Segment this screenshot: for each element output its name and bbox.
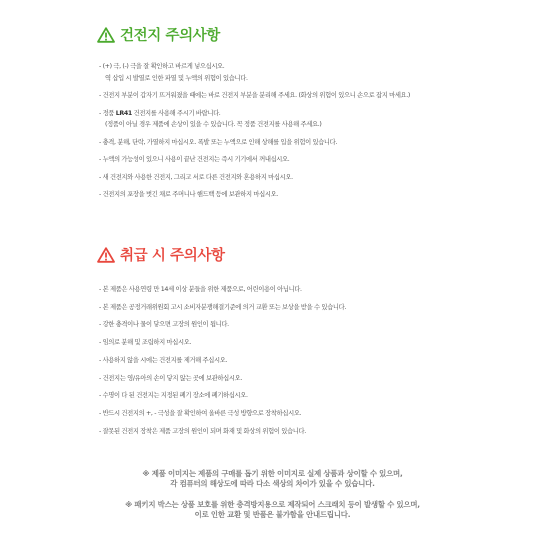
list-item: - 충격, 분해, 단락, 가열하지 마십시오. 폭발 또는 누액으로 인해 상해를 입을 위험이 있습니다.: [99, 138, 338, 146]
list-item: - 정품 LR41 건전지를 사용해 주시기 바랍니다.: [99, 109, 221, 117]
list-item: - 새 건전지와 사용한 건전지, 그리고 서로 다른 건전지와 혼용하지 마십시오.: [99, 173, 293, 181]
battery-model-label: LR41: [115, 109, 132, 117]
list-item: - (+) 극, (-) 극을 잘 확인하고 바르게 넣으십시오.: [99, 63, 225, 70]
list-item: - 임의로 분해 및 조립하지 마십시오.: [99, 339, 192, 347]
warning-triangle-icon: [97, 27, 115, 43]
battery-warning-heading: [97, 24, 220, 45]
list-item: - 건전지 부분이 갑자기 뜨거워졌을 때에는 바로 건전지 부분을 분리해 주세요. (화상의 위험이 있으니 손으로 잡지 마세요.): [99, 92, 411, 100]
list-item: - 건전지의 포장을 벗긴 채로 주머니나 핸드백 등에 보관하지 마십시오.: [99, 191, 278, 199]
image-notice: ※ 제품 이미지는 제품의 구매를 돕기 위한 이미지로 실제 상품과 상이할 수 있으며, 각 컴퓨터의 해상도에 따라 다소 색상의 차이가 있을 수 있습니다.: [142, 469, 403, 489]
list-item: - 본 제품은 사용연령 만 14세 이상 분들을 위한 제품으로, 어린이용이 아닙니다.: [99, 286, 302, 293]
list-item: - 본 제품은 공정거래위원회 고시 소비자분쟁해결기준에 의거 교환 또는 보상을 받을 수 있습니다.: [99, 303, 346, 311]
list-item: - 사용하지 않을 시에는 건전지를 제거해 주십시오.: [99, 356, 228, 364]
list-item: 역 삽입 시 발열로 인한 파열 및 누액의 위험이 있습니다.: [105, 74, 248, 82]
battery-warning-list: [99, 63, 410, 208]
battery-warning-title: 건전지 주의사항: [120, 28, 220, 44]
list-item: - 수명이 다 된 건전지는 지정된 폐기 장소에 폐기하십시오.: [99, 392, 248, 400]
handling-warning-list: [99, 286, 346, 445]
list-item: - 건전지는 영/유아의 손이 닿지 않는 곳에 보관하십시오.: [99, 374, 243, 382]
list-item: - 잘못된 건전지 장착은 제품 고장의 원인이 되며 화재 및 화상의 위험이 있습니다.: [99, 427, 306, 435]
list-item: (정품이 아닐 경우 제품에 손상이 있을 수 있습니다. 꼭 정품 건전지를 사용해 주세요.): [105, 121, 322, 129]
handling-warning-title: 취급 시 주의사항: [120, 248, 225, 264]
handling-warning-heading: [97, 244, 225, 265]
warning-triangle-icon: [97, 247, 115, 263]
product-notice: [0, 469, 545, 531]
list-item: - 강한 충격이나 물이 닿으면 고장의 원인이 됩니다.: [99, 321, 229, 329]
list-item: - 반드시 건전지의 +, - 극성을 잘 확인하여 올바른 극성 방향으로 장착하십시오.: [99, 409, 302, 417]
list-item: - 누액의 가능성이 있으니 사용이 끝난 건전지는 즉시 기기에서 꺼내십시오.: [99, 156, 290, 164]
package-notice: ※ 패키지 박스는 상품 보호를 위한 충격방지용으로 제작되어 스크래치 등이 발생할 수 있으며, 이로 인한 교환 및 반품은 불가함을 안내드립니다.: [125, 499, 420, 520]
